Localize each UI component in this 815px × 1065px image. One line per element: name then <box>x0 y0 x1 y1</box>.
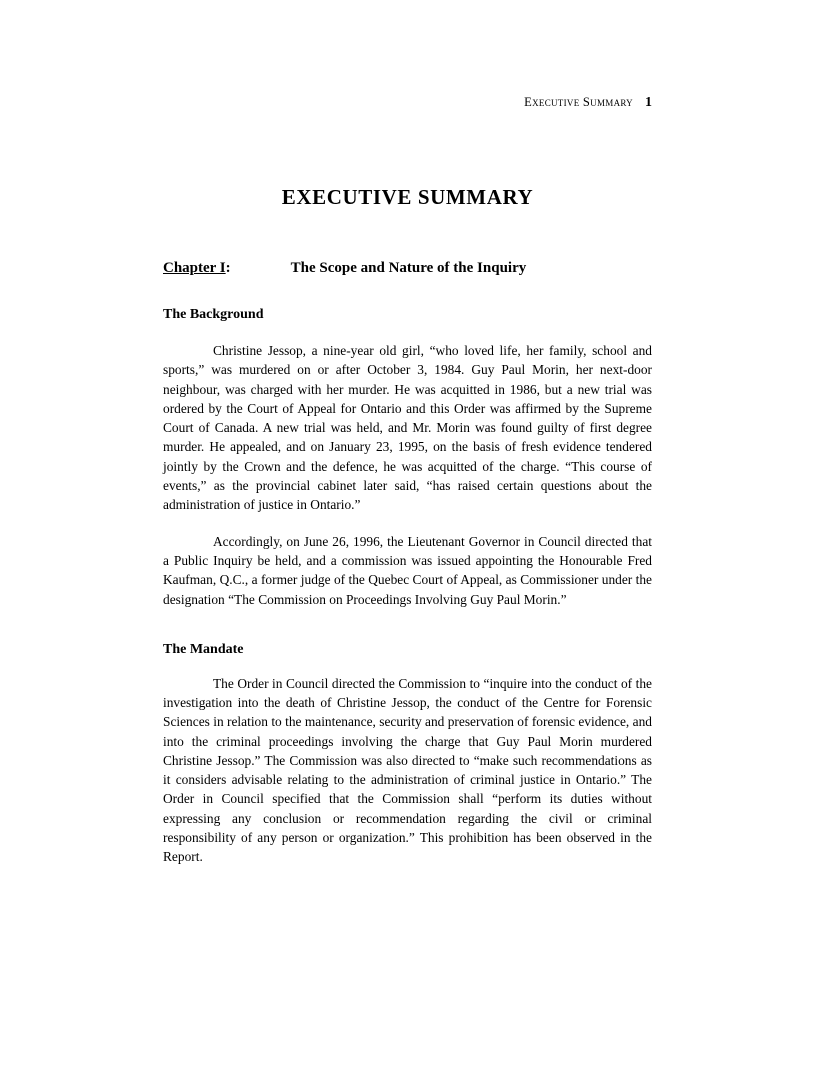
chapter-heading <box>163 210 652 277</box>
chapter-label: Chapter I <box>163 260 226 277</box>
section-heading-background: The Background <box>163 307 264 323</box>
page-number: 1 <box>645 95 652 110</box>
section-heading-mandate: The Mandate <box>163 641 244 657</box>
paragraph: Accordingly, on June 26, 1996, the Lieutenant Governor in Council directed that a Public Inquiry be held, and a commission was issued appointing the Honourable Fred Kaufman, Q.C., a former judge of the Quebec Court of Appeal, as Commissioner under the designation “The Commission on Proceedings Involving Guy Paul Morin.” <box>163 533 652 607</box>
chapter-colon: : <box>225 260 231 277</box>
text-column <box>163 0 652 867</box>
paragraph: The Order in Council directed the Commission to “inquire into the conduct of the investigation into the death of Christine Jessop, the conduct of the Centre for Forensic Sciences in relation to the maintenance, security and preservation of forensic evidence, and into the criminal proceedings involving the charge that Guy Paul Morin murdered Christine Jessop.” The Commission was also directed to “make such recommendations as it considers advisable relating to the administration of criminal justice in Ontario.” The Order in Council specified that the Commission shall “perform its duties without expressing any conclusion or recommendation regarding the civil or criminal responsibility of any person or organization.” This prohibition has been observed in the Report. <box>163 675 652 865</box>
chapter-title: The Scope and Nature of the Inquiry <box>290 260 527 277</box>
page-title: EXECUTIVE SUMMARY <box>281 185 534 209</box>
running-header-title: Executive Summary <box>524 95 633 109</box>
paragraph: Christine Jessop, a nine-year old girl, “who loved life, her family, school and sports,” was murdered on or after October 3, 1984. Guy Paul Morin, her next-door neighbour, was charged with her murder. He was acquitted in 1986, but a new trial was ordered by the Court of Appeal for Ontario and this Order was affirmed by the Supreme Court of Canada. A new trial was held, and Mr. Morin was found guilty of first degree murder. He appealed, and on January 23, 1995, on the basis of fresh evidence tendered jointly by the Crown and the defence, he was acquitted of the charge. “This course of events,” as the provincial cabinet later said, “has raised certain questions about the administration of justice in Ontario.” <box>163 342 652 513</box>
